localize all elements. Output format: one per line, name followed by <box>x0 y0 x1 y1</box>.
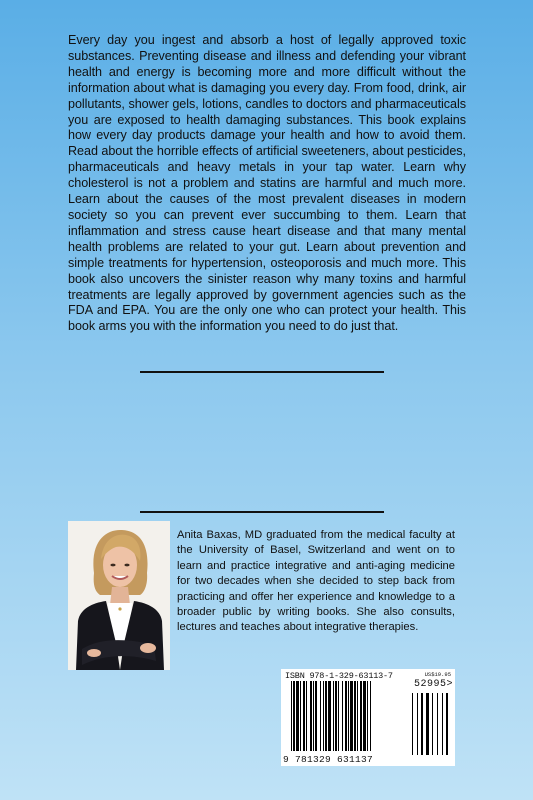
barcode-bar <box>320 681 321 751</box>
barcode-bar <box>291 681 292 751</box>
barcode-bar <box>325 681 327 751</box>
book-blurb: Every day you ingest and absorb a host of legally approved toxic substances. Preventing disease and illness and defending your vibrant health and energy is becoming more and more difficult without the information about what is damaging you every day. From food, drink, air pollutants, shower gels, lotions, candles to doctors and pharmaceuticals you are exposed to health damaging substances. This book explains how every day products damage your health and how to avoid them. Read about the horrible effects of artificial sweeteners, about pesticides, pharmaceuticals and heavy metals in your tap water. Learn why cholesterol is not a problem and statins are harmful and much more. Learn about the causes of the most prevalent diseases in modern society so you can prevent ever succumbing to them. Learn that inflammation and stress cause heart disease and that many mental health problems are related to your gut. Learn about prevention and simple treatments for hypertension, osteoporosis and much more. This book also uncovers the sinister reason why many toxins and harmful treatments are legally approved by government agencies such as the FDA and EPA. You are the only one who can protect your health. This book arms you with the information you need to do just that. <box>68 33 466 334</box>
barcode-bar <box>437 693 438 755</box>
author-bio: Anita Baxas, MD graduated from the medical faculty at the University of Basel, Switzerland and went on to learn and practice integrative and anti-aging medicine for two decades when she decided to step back from practicing and offer her experience and knowledge to a broader public by writing books. She also consults, lectures and teaches about integrative therapies. <box>177 529 455 634</box>
barcode-bar <box>370 681 371 751</box>
barcode-bar <box>303 681 305 751</box>
barcode-bar <box>342 681 343 751</box>
barcode-bar <box>421 693 423 755</box>
barcode-bar <box>354 681 356 751</box>
barcode-bar <box>335 681 337 751</box>
barcode-bar <box>323 681 324 751</box>
barcode-bar <box>315 681 317 751</box>
price-label: US$19.95 <box>424 671 451 678</box>
barcode-bar <box>412 693 413 755</box>
divider-top <box>140 371 384 373</box>
barcode-bar <box>417 693 418 755</box>
barcode-bar <box>446 693 448 755</box>
ean-digits: 9 781329 631137 <box>283 754 374 765</box>
barcode-bars <box>281 669 455 766</box>
barcode-bar <box>367 681 368 751</box>
barcode-bar <box>328 681 331 751</box>
isbn-barcode <box>281 669 455 766</box>
barcode-bar <box>345 681 347 751</box>
barcode-bar <box>357 681 358 751</box>
barcode-bar <box>348 681 349 751</box>
barcode-bar <box>300 681 301 751</box>
barcode-bar <box>350 681 353 751</box>
barcode-bar <box>313 681 314 751</box>
barcode-bar <box>363 681 366 751</box>
barcode-bar <box>360 681 362 751</box>
author-photo <box>68 521 170 670</box>
barcode-bar <box>426 693 429 755</box>
price-code: 52995> <box>413 679 453 690</box>
barcode-bar <box>310 681 312 751</box>
barcode-bar <box>333 681 334 751</box>
divider-bottom <box>140 511 384 513</box>
isbn-label: ISBN 978-1-329-63113-7 <box>285 671 393 681</box>
barcode-bar <box>338 681 339 751</box>
barcode-bar <box>432 693 433 755</box>
barcode-bar <box>306 681 307 751</box>
barcode-bar <box>442 693 443 755</box>
barcode-bar <box>293 681 295 751</box>
barcode-bar <box>296 681 299 751</box>
